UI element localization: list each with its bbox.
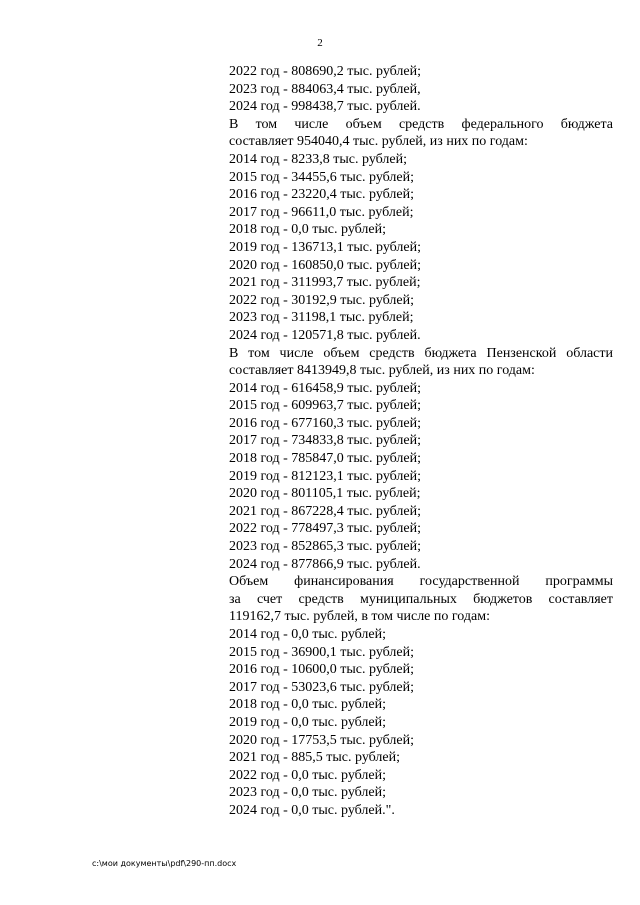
paragraph-line: В том числе объем средств федерального бюджета [229,116,613,132]
list-item: 2022 год - 778497,3 тыс. рублей; [229,521,422,537]
list-item: 2017 год - 734833,8 тыс. рублей; [229,433,422,449]
list-item: 2021 год - 885,5 тыс. рублей; [229,750,401,766]
paragraph-line: Объем финансирования государственной программы [229,574,613,590]
list-item: 2014 год - 0,0 тыс. рублей; [229,627,387,642]
list-item: 2022 год - 0,0 тыс. рублей; [229,767,387,783]
list-item: 2017 год - 53023,6 тыс. рублей; [229,679,415,695]
list-item: 2022 год - 30192,9 тыс. рублей; [229,292,415,308]
paragraph-line: за счет средств муниципальных бюджетов составляет [229,591,613,607]
municipal-budget-paragraph [229,573,613,626]
list-item: 2015 год - 36900,1 тыс. рублей; [229,644,415,660]
list-item: 2019 год - 0,0 тыс. рублей; [229,714,387,730]
list-item: 2024 год - 120571,8 тыс. рублей. [229,327,421,343]
list-item: 2023 год - 0,0 тыс. рублей; [229,785,387,801]
paragraph-line: составляет 954040,4 тыс. рублей, из них по годам: [229,134,528,150]
page-number: 2 [317,37,323,49]
list-item: 2024 год - 877866,9 тыс. рублей. [229,556,421,572]
list-item: 2023 год - 884063,4 тыс. рублей, [229,81,421,97]
list-item: 2021 год - 867228,4 тыс. рублей; [229,503,422,519]
list-item: 2020 год - 160850,0 тыс. рублей; [229,257,422,273]
document-body [229,63,613,820]
list-item: 2024 год - 0,0 тыс. рублей.". [229,802,395,818]
list-item: 2021 год - 311993,7 тыс. рублей; [229,275,421,291]
list-item: 2017 год - 96611,0 тыс. рублей; [229,204,414,220]
list-item: 2016 год - 10600,0 тыс. рублей; [229,662,415,678]
list-item: 2018 год - 0,0 тыс. рублей; [229,222,387,238]
federal-budget-paragraph [229,116,613,151]
list-item: 2015 год - 34455,6 тыс. рублей; [229,169,415,185]
list-item: 2024 год - 998438,7 тыс. рублей. [229,99,421,115]
list-item: 2014 год - 8233,8 тыс. рублей; [229,151,408,167]
list-item: 2020 год - 801105,1 тыс. рублей; [229,486,421,502]
paragraph-line: В том числе объем средств бюджета Пензенской области [229,345,613,361]
paragraph-line: 119162,7 тыс. рублей, в том числе по годам: [229,609,490,625]
list-item: 2016 год - 23220,4 тыс. рублей; [229,187,415,203]
list-item: 2018 год - 785847,0 тыс. рублей; [229,451,422,467]
list-item: 2018 год - 0,0 тыс. рублей; [229,697,387,713]
regional-budget-paragraph [229,345,613,380]
footer-file-path: c:\мои документы\pdf\290-пп.docx [92,859,237,868]
list-item: 2023 год - 852865,3 тыс. рублей; [229,539,422,555]
list-item: 2023 год - 31198,1 тыс. рублей; [229,310,414,326]
list-item: 2016 год - 677160,3 тыс. рублей; [229,415,422,431]
list-item: 2019 год - 136713,1 тыс. рублей; [229,239,422,255]
list-item: 2022 год - 808690,2 тыс. рублей; [229,64,422,79]
list-item: 2020 год - 17753,5 тыс. рублей; [229,732,415,748]
paragraph-line: составляет 8413949,8 тыс. рублей, из них по годам: [229,363,535,379]
list-item: 2019 год - 812123,1 тыс. рублей; [229,468,422,484]
list-item: 2014 год - 616458,9 тыс. рублей; [229,380,422,396]
list-item: 2015 год - 609963,7 тыс. рублей; [229,398,422,414]
